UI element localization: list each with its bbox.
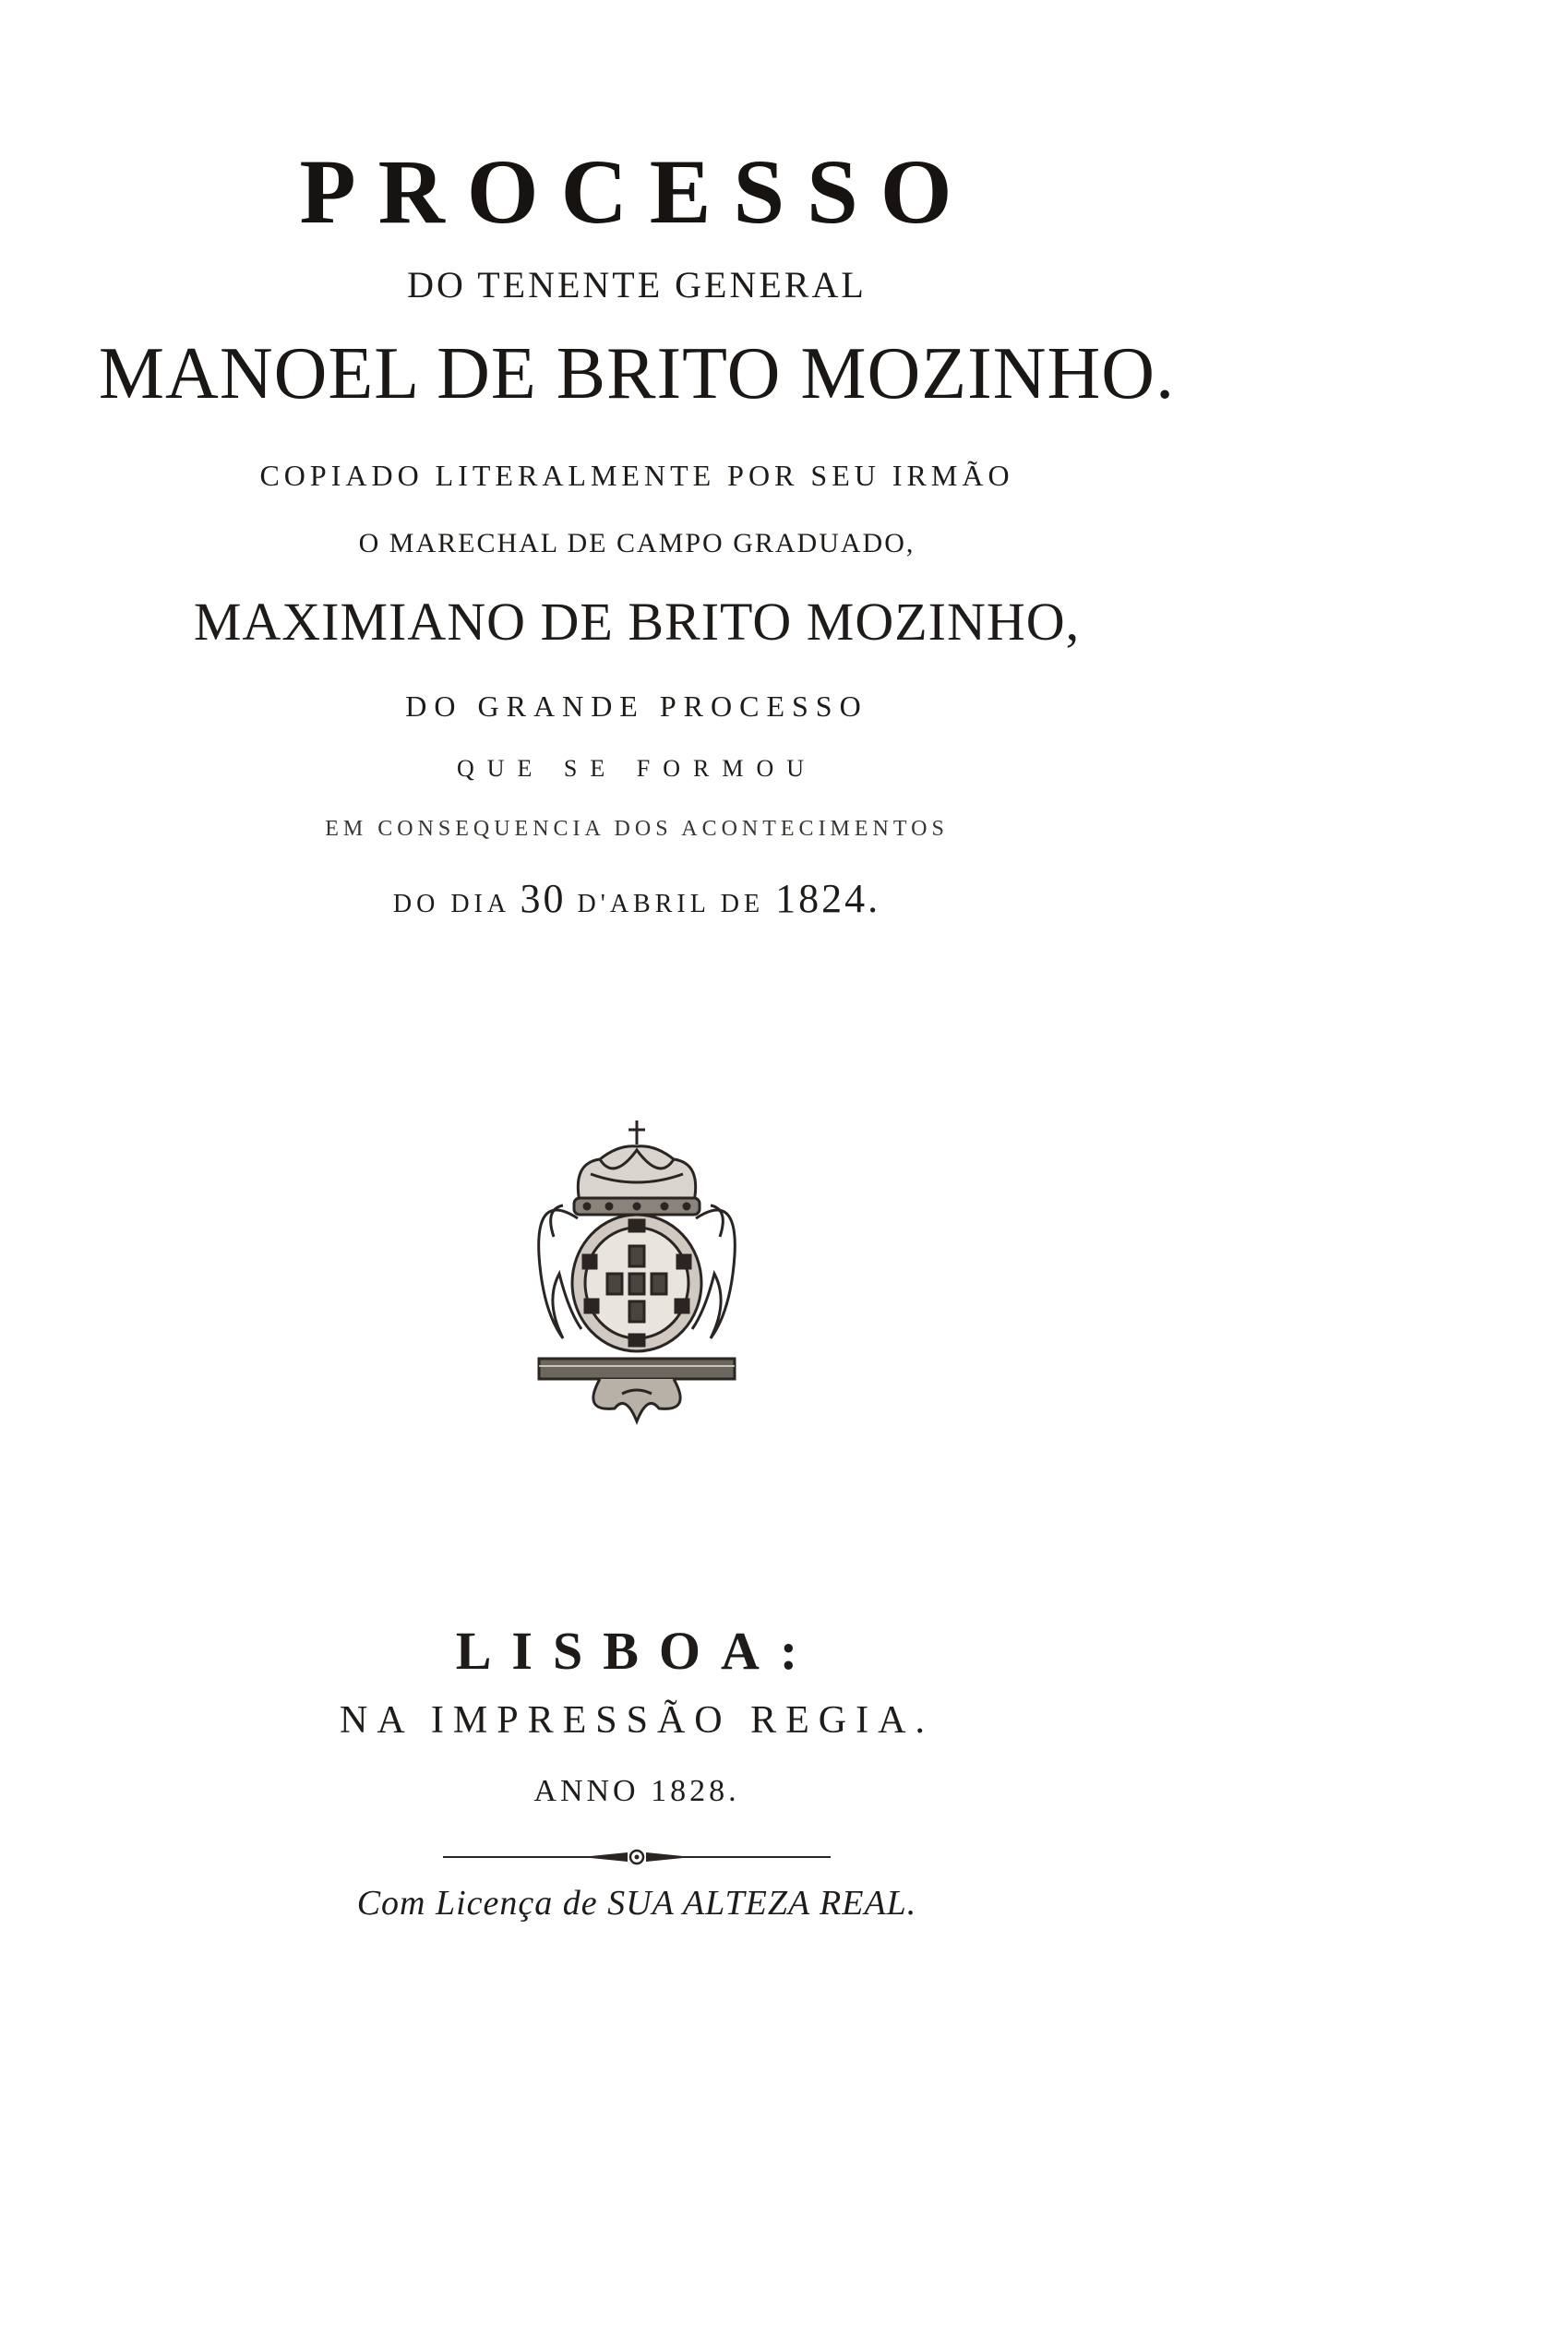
source-line-1: DO GRANDE PROCESSO (405, 689, 868, 723)
page-title: PROCESSO (299, 140, 975, 243)
source-line-2: QUE SE FORMOU (456, 755, 818, 782)
license-line: Com Licença de SUA ALTEZA REAL. (356, 1884, 917, 1923)
date-day: 30 (520, 876, 567, 921)
date-year: 1824. (775, 876, 881, 921)
subject-rank: DO TENENTE GENERAL (407, 264, 867, 306)
copied-by-line: COPIADO LITERALMENTE POR SEU IRMÃO (259, 459, 1014, 492)
date-prefix: DO DIA (392, 890, 509, 918)
date-middle: D'ABRIL DE (577, 890, 765, 918)
imprint-city: LISBOA: (455, 1621, 819, 1681)
imprint-press: NA IMPRESSÃO REGIA. (340, 1699, 934, 1742)
source-line-3: EM CONSEQUENCIA DOS ACONTECIMENTOS (325, 817, 949, 841)
imprint-year: ANNO 1828. (533, 1774, 740, 1808)
subject-name: MANOEL DE BRITO MOZINHO. (98, 333, 1176, 414)
royal-coat-of-arms-icon (526, 1117, 748, 1431)
copier-rank: O MARECHAL DE CAMPO GRADUADO, (358, 528, 916, 558)
ornamental-rule (443, 1846, 831, 1868)
event-date (0, 875, 1274, 922)
copier-name: MAXIMIANO DE BRITO MOZINHO, (193, 592, 1081, 652)
